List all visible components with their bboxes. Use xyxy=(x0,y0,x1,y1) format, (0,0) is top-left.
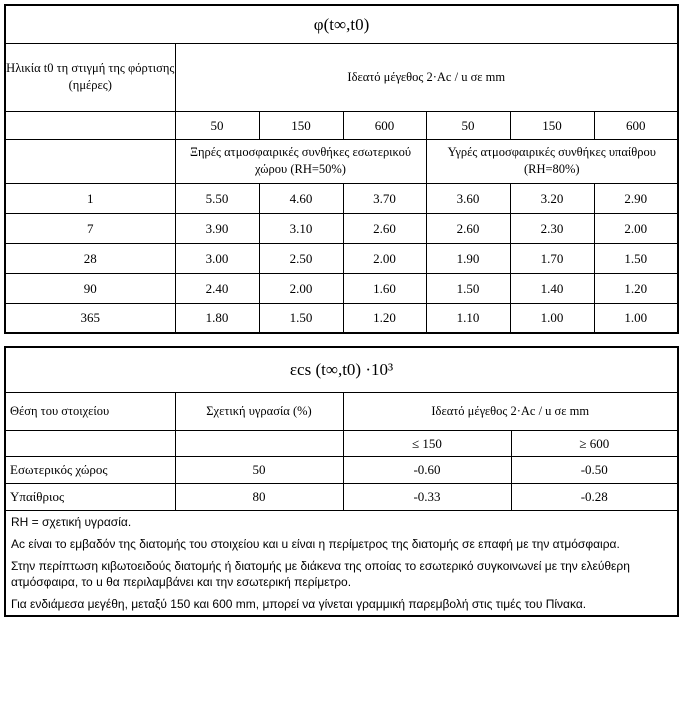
value-cell: 3.20 xyxy=(510,183,594,213)
value-cell: 1.50 xyxy=(594,243,678,273)
humidity-header: Σχετική υγρασία (%) xyxy=(175,392,343,430)
age-cell: 28 xyxy=(5,243,175,273)
sizes-row xyxy=(5,111,678,139)
value-cell: 1.50 xyxy=(426,273,510,303)
size-le-150: ≤ 150 xyxy=(343,430,511,456)
value-cell: 3.00 xyxy=(175,243,259,273)
value-cell: 2.40 xyxy=(175,273,259,303)
size-cell: 150 xyxy=(259,111,343,139)
creep-coefficient-table xyxy=(4,4,679,334)
value-cell: 3.70 xyxy=(343,183,426,213)
value-cell: 1.60 xyxy=(343,273,426,303)
table-row xyxy=(5,273,678,303)
value-cell: 2.60 xyxy=(343,213,426,243)
value-cell: 3.60 xyxy=(426,183,510,213)
table-row xyxy=(5,213,678,243)
note-box-section: Στην περίπτωση κιβωτοειδούς διατομής ή διατομής με διάκενα της οποίας το εσωτερικό συγκοινωνεί με την ελεύθερη ατμόσφαιρα, το u θα περιλαμβάνει και την εσωτερική περίμετρο. xyxy=(11,558,630,589)
age-cell: 365 xyxy=(5,303,175,333)
value-cell: 4.60 xyxy=(259,183,343,213)
humidity-cell: 50 xyxy=(175,456,343,483)
value-cell: 2.30 xyxy=(510,213,594,243)
size-cell: 50 xyxy=(426,111,510,139)
table-row xyxy=(5,483,678,510)
table-row xyxy=(5,243,678,273)
size-ge-600: ≥ 600 xyxy=(511,430,678,456)
value-cell: 3.10 xyxy=(259,213,343,243)
value-cell: -0.60 xyxy=(343,456,511,483)
position-header: Θέση του στοιχείου xyxy=(5,392,175,430)
size-cell: 600 xyxy=(594,111,678,139)
value-cell: 1.90 xyxy=(426,243,510,273)
value-cell: 1.20 xyxy=(343,303,426,333)
value-cell: 2.60 xyxy=(426,213,510,243)
value-cell: -0.28 xyxy=(511,483,678,510)
table-row xyxy=(5,456,678,483)
position-cell: Υπαίθριος xyxy=(5,483,175,510)
value-cell: 3.90 xyxy=(175,213,259,243)
note-rh: RH = σχετική υγρασία. xyxy=(11,514,132,529)
position-cell: Εσωτερικός χώρος xyxy=(5,456,175,483)
table2-title: εcs (t∞,t0) ·10³ xyxy=(5,347,678,392)
value-cell: 2.00 xyxy=(259,273,343,303)
age-cell: 90 xyxy=(5,273,175,303)
size-cell: 50 xyxy=(175,111,259,139)
notes-cell xyxy=(5,510,678,616)
value-cell: 1.10 xyxy=(426,303,510,333)
value-cell: 1.80 xyxy=(175,303,259,333)
value-cell: 2.50 xyxy=(259,243,343,273)
value-cell: 1.20 xyxy=(594,273,678,303)
age-cell: 7 xyxy=(5,213,175,243)
table1-title: φ(t∞,t0) xyxy=(5,5,678,43)
value-cell: -0.50 xyxy=(511,456,678,483)
size-cell: 150 xyxy=(510,111,594,139)
note-ac: Ac είναι το εμβαδόν της διατομής του στοιχείου και u είναι η περίμετρος της διατομής σε επαφή με την ατμόσφαιρα. xyxy=(11,536,620,551)
size-cell: 600 xyxy=(343,111,426,139)
size-header: Ιδεατό μέγεθος 2·Ac / u σε mm xyxy=(175,43,678,111)
value-cell: 1.40 xyxy=(510,273,594,303)
value-cell: 1.00 xyxy=(510,303,594,333)
wet-conditions-label: Υγρές ατμοσφαιρικές συνθήκες υπαίθρου (RH=80%) xyxy=(426,139,678,183)
value-cell: 1.70 xyxy=(510,243,594,273)
dry-conditions-label: Ξηρές ατμοσφαιρικές συνθήκες εσωτερικού χώρου (RH=50%) xyxy=(175,139,426,183)
shrinkage-strain-table xyxy=(4,346,679,617)
age-cell: 1 xyxy=(5,183,175,213)
humidity-cell: 80 xyxy=(175,483,343,510)
value-cell: 1.50 xyxy=(259,303,343,333)
value-cell: 5.50 xyxy=(175,183,259,213)
value-cell: 1.00 xyxy=(594,303,678,333)
value-cell: 2.00 xyxy=(343,243,426,273)
age-header: Ηλικία t0 τη στιγμή της φόρτισης (ημέρες) xyxy=(5,43,175,111)
note-interpolation: Για ενδιάμεσα μεγέθη, μεταξύ 150 και 600 mm, μπορεί να γίνεται γραμμική παρεμβολή στις τιμές του Πίνακα. xyxy=(11,596,587,611)
table-row xyxy=(5,303,678,333)
size-header: Ιδεατό μέγεθος 2·Ac / u σε mm xyxy=(343,392,678,430)
table-row xyxy=(5,183,678,213)
value-cell: 2.00 xyxy=(594,213,678,243)
value-cell: 2.90 xyxy=(594,183,678,213)
value-cell: -0.33 xyxy=(343,483,511,510)
